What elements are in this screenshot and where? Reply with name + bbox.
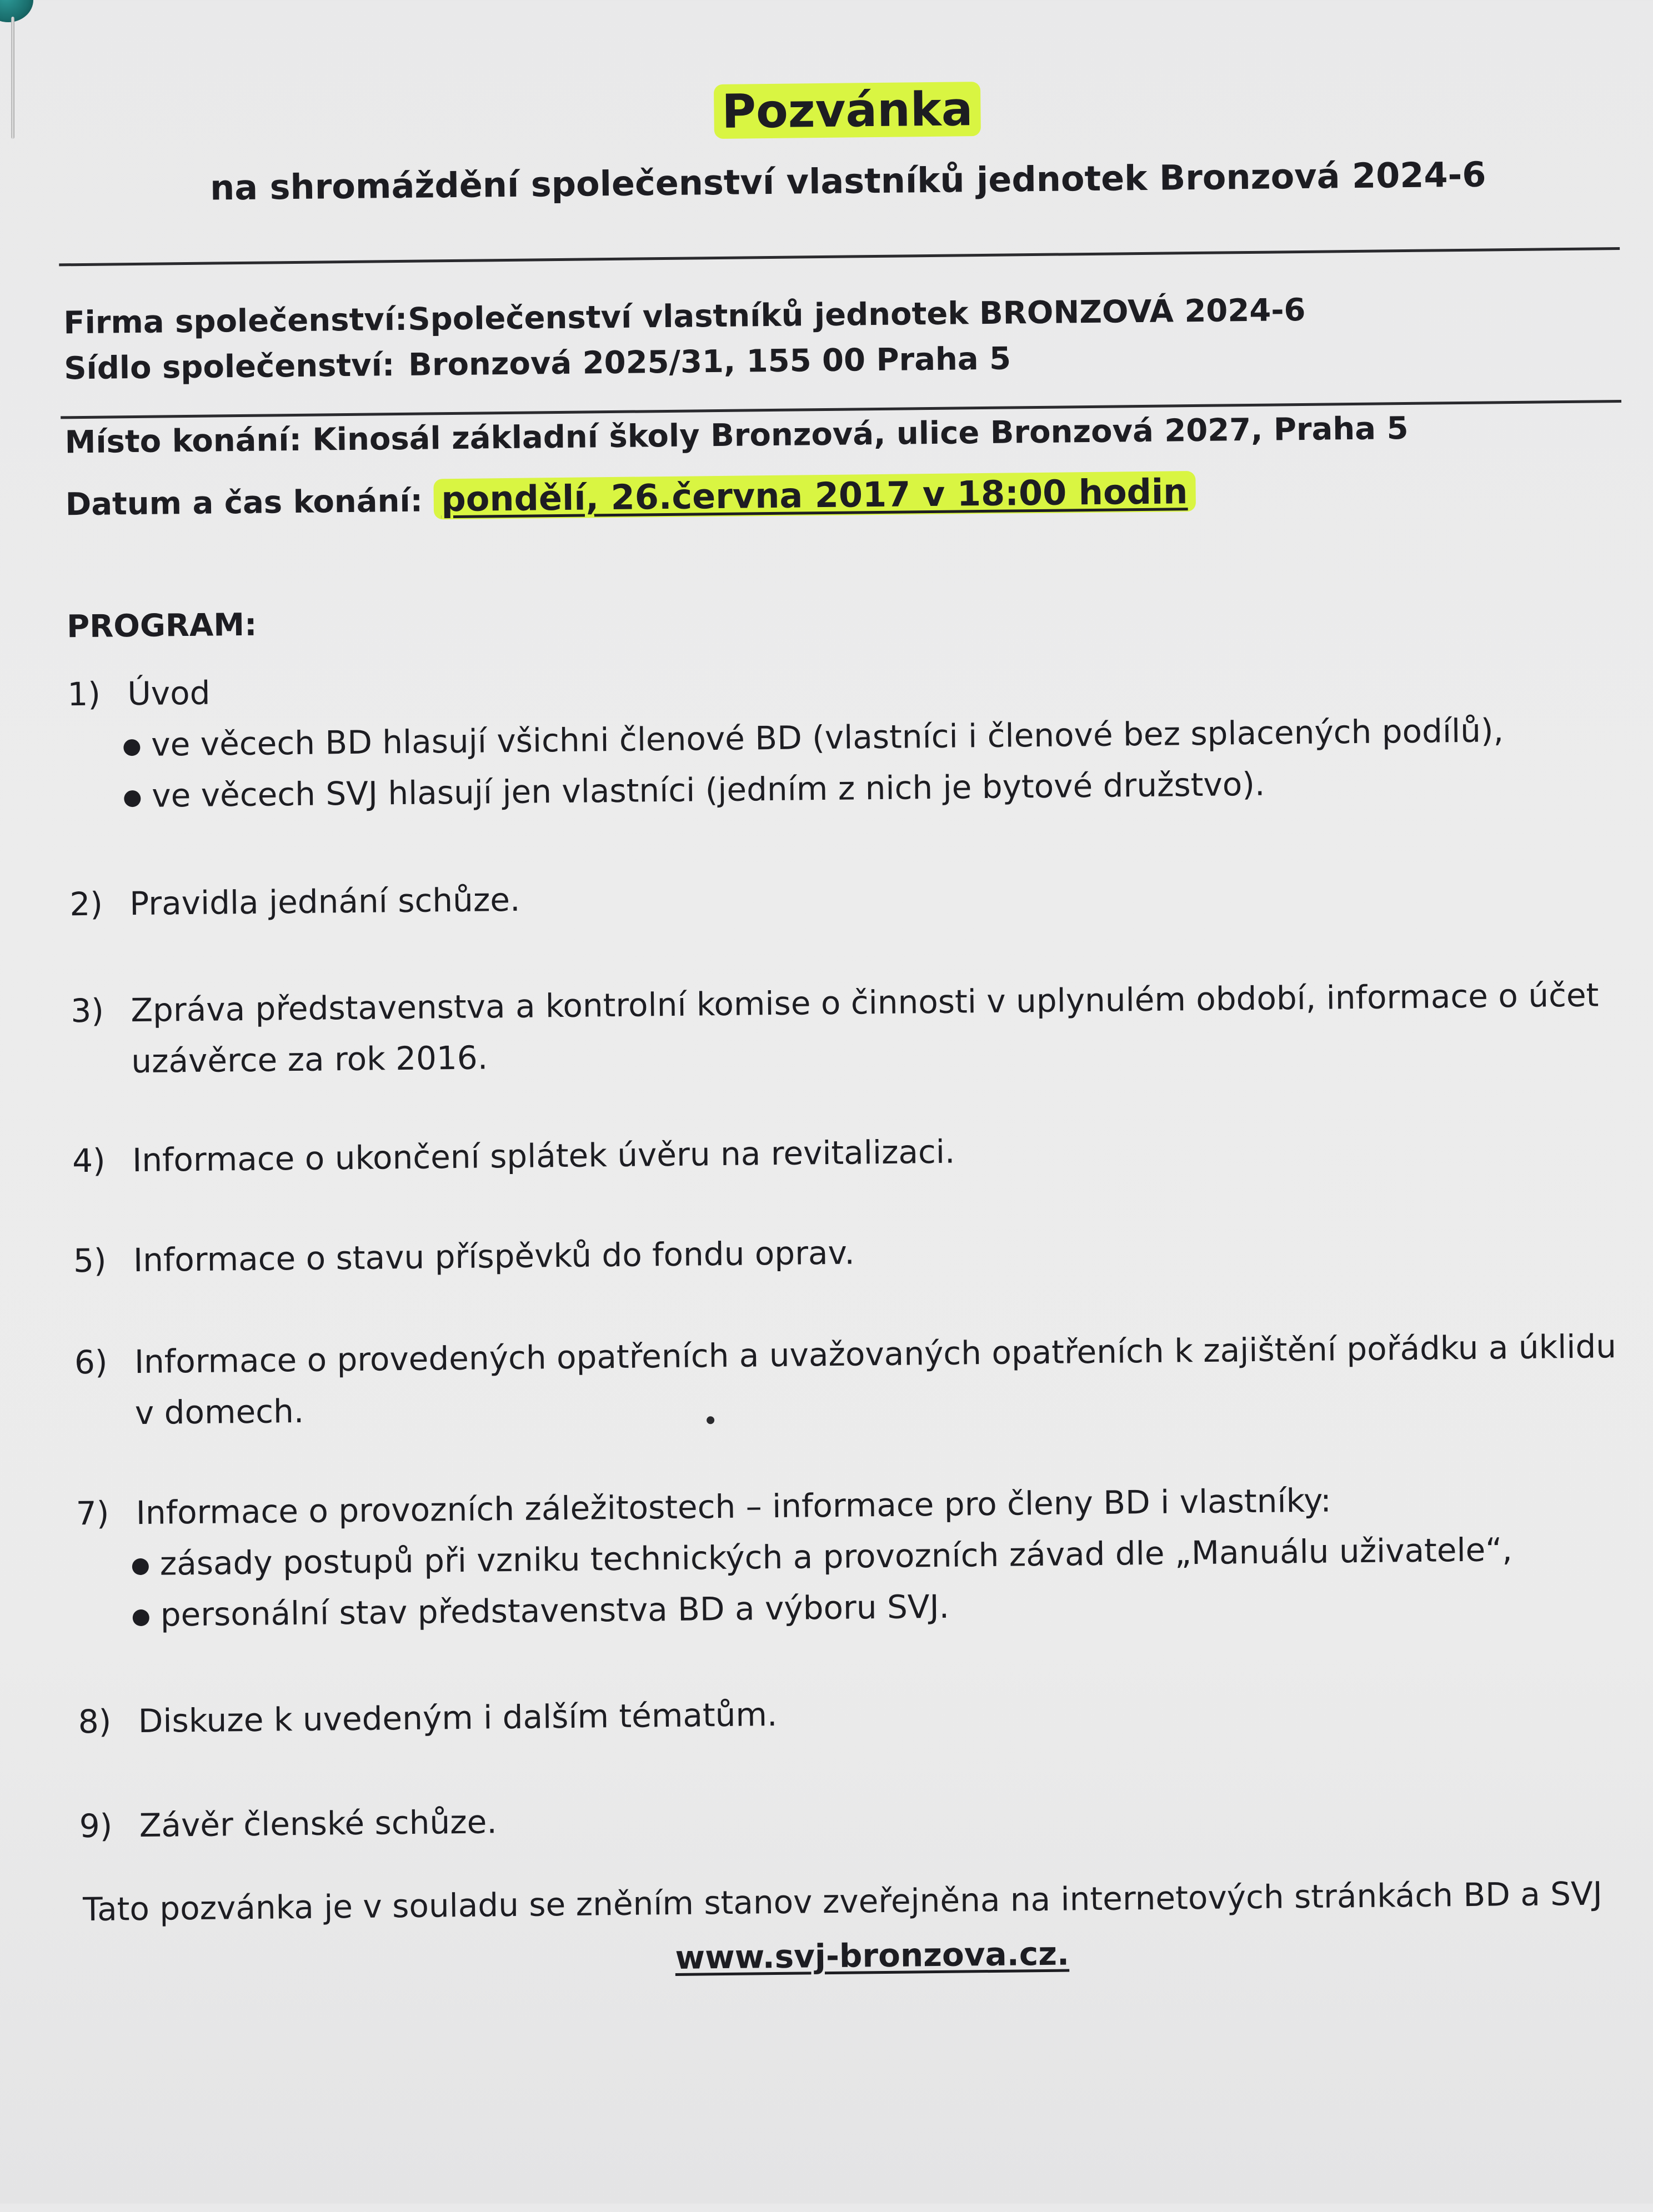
item-number: 7) xyxy=(76,1494,109,1533)
item-text: Informace o provedených opatřeních a uvažovaných opatřeních k zajištění pořádku a úklidu xyxy=(134,1327,1617,1381)
item-number: 3) xyxy=(71,991,104,1030)
firma-row xyxy=(63,292,1306,341)
item-text: Závěr členské schůze. xyxy=(139,1803,498,1845)
document-subtitle xyxy=(0,152,1653,210)
program-item-5 xyxy=(73,1219,1640,1287)
datum-value: pondělí, 26.června 2017 v 18:00 hodin xyxy=(433,471,1196,519)
item-text: Informace o ukončení splátek úvěru na revitalizaci. xyxy=(132,1132,955,1180)
item-number: 1) xyxy=(67,675,101,714)
bullet-dot-icon xyxy=(123,739,140,756)
item-text: Informace o stavu příspěvků do fondu oprav. xyxy=(133,1233,855,1280)
bullet-dot-icon xyxy=(124,790,141,807)
footer-note: Tato pozvánka je v souladu se zněním stanov zveřejněna na internetových stránkách BD a SVJ xyxy=(82,1874,1603,1929)
item-number: 2) xyxy=(69,885,103,924)
website-link[interactable]: www.svj-bronzova.cz. xyxy=(675,1934,1070,1977)
item-number: 4) xyxy=(72,1141,106,1180)
program-item-4 xyxy=(72,1119,1639,1187)
program-item-1 xyxy=(67,653,1635,822)
program-item-7 xyxy=(76,1472,1644,1642)
misto-row xyxy=(64,410,1409,460)
item-text-continuation: v domech. xyxy=(134,1392,304,1432)
item-number: 8) xyxy=(78,1702,112,1741)
sidlo-row xyxy=(64,340,1011,387)
item-text: Pravidla jednání schůze. xyxy=(129,880,520,923)
bullet-dot-icon xyxy=(133,1609,149,1626)
program-item-9 xyxy=(79,1784,1646,1852)
document-title xyxy=(0,74,1653,146)
misto-label: Místo konání: xyxy=(64,422,302,461)
firma-label: Firma společenství: xyxy=(63,301,408,342)
bullet-text: ve věcech BD hlasují všichni členové BD (vlastníci i členové bez splacených podílů), xyxy=(151,711,1504,764)
datum-label: Datum a čas konání: xyxy=(65,483,423,523)
item-text: Diskuze k uvedeným i dalším tématům. xyxy=(138,1696,778,1740)
bullet-text: personální stav představenstva BD a výboru SVJ. xyxy=(160,1587,950,1634)
divider-top xyxy=(59,247,1620,266)
item-number: 6) xyxy=(74,1343,108,1382)
datum-row xyxy=(65,471,1195,523)
firma-value: Společenství vlastníků jednotek BRONZOVÁ 2024-6 xyxy=(408,292,1306,338)
footer-link-row xyxy=(11,1928,1653,1983)
program-item-2 xyxy=(69,862,1636,930)
sidlo-value: Bronzová 2025/31, 155 00 Praha 5 xyxy=(408,340,1011,383)
subtitle-text: na shromáždění společenství vlastníků jednotek Bronzová 2024-6 xyxy=(209,154,1486,208)
item-text-continuation: uzávěrce za rok 2016. xyxy=(131,1039,488,1081)
misto-value: Kinosál základní školy Bronzová, ulice Bronzová 2027, Praha 5 xyxy=(312,410,1409,458)
program-heading: PROGRAM: xyxy=(66,606,257,645)
item-number: 5) xyxy=(73,1241,107,1280)
program-item-8 xyxy=(78,1680,1645,1748)
program-item-6 xyxy=(74,1321,1642,1439)
program-item-3 xyxy=(71,969,1638,1088)
bullet-text: zásady postupů při vzniku technických a provozních závad dle „Manuálu uživatele“, xyxy=(159,1531,1513,1583)
item-text: Informace o provozních záležitostech – informace pro členy BD i vlastníky: xyxy=(136,1481,1332,1532)
sidlo-label: Sídlo společenství: xyxy=(63,347,395,387)
bullet-dot-icon xyxy=(132,1558,149,1575)
item-number: 9) xyxy=(79,1807,113,1845)
item-text: Úvod xyxy=(127,674,211,713)
bullet-text: ve věcech SVJ hlasují jen vlastníci (jedním z nich je bytové družstvo). xyxy=(151,765,1265,815)
paper-speck xyxy=(707,1416,714,1424)
title-highlight: Pozvánka xyxy=(714,82,981,139)
item-text: Zpráva představenstva a kontrolní komise o činnosti v uplynulém období, informace o účet xyxy=(131,976,1599,1030)
